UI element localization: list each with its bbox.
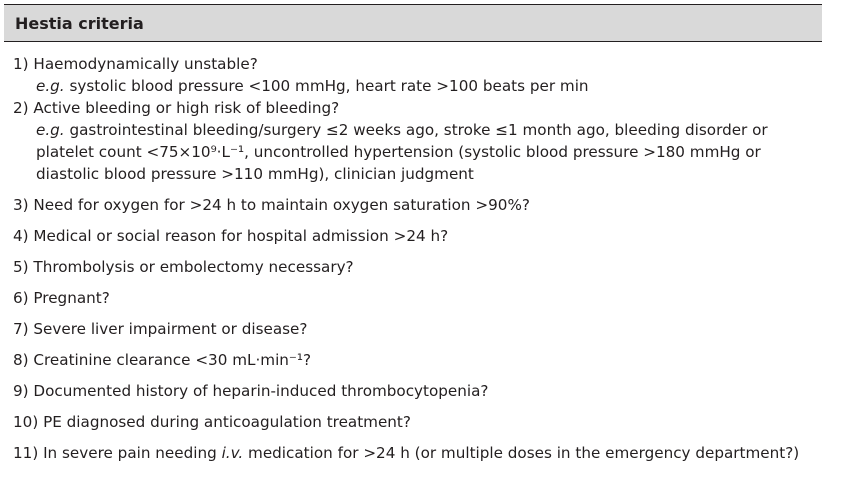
table-title: Hestia criteria: [15, 13, 144, 33]
criterion-6: 6) Pregnant?: [13, 289, 110, 307]
criterion-example: [13, 119, 822, 185]
criterion-1: [4, 53, 822, 97]
criterion-7: 7) Severe liver impairment or disease?: [13, 320, 308, 338]
criteria-list: [4, 42, 822, 464]
criterion-question: 2) Active bleeding or high risk of bleeding?: [13, 99, 340, 117]
criterion-4: 4) Medical or social reason for hospital admission >24 h?: [13, 227, 449, 245]
example-text: systolic blood pressure <100 mmHg, heart rate >100 beats per min: [69, 77, 589, 95]
criterion-8: 8) Creatinine clearance <30 mL·min⁻¹?: [13, 351, 312, 369]
criterion-text-italic: i.v.: [221, 444, 244, 462]
example-text: gastrointestinal bleeding/surgery ≤2 weeks ago, stroke ≤1 month ago, bleeding disorder or: [69, 121, 768, 139]
example-line: [36, 119, 822, 141]
criterion-2: [4, 97, 822, 185]
criterion-question: 1) Haemodynamically unstable?: [13, 55, 258, 73]
example-lead: e.g.: [36, 121, 65, 139]
criterion-11: [4, 442, 822, 464]
hestia-criteria-table: [4, 4, 822, 464]
criterion-9: 9) Documented history of heparin-induced thrombocytopenia?: [13, 382, 489, 400]
criterion-text-before: 11) In severe pain needing: [13, 444, 222, 462]
table-header: [4, 5, 822, 41]
example-lead: e.g.: [36, 77, 65, 95]
example-line: platelet count <75×10⁹·L⁻¹, uncontrolled hypertension (systolic blood pressure >180 mmHg or: [36, 143, 761, 161]
criterion-example: [13, 75, 822, 97]
criterion-10: 10) PE diagnosed during anticoagulation treatment?: [13, 413, 411, 431]
criterion-text-after: medication for >24 h (or multiple doses in the emergency department?): [243, 444, 800, 462]
criterion-5: 5) Thrombolysis or embolectomy necessary?: [13, 258, 354, 276]
example-line: diastolic blood pressure >110 mmHg), clinician judgment: [36, 165, 474, 183]
criterion-3: 3) Need for oxygen for >24 h to maintain oxygen saturation >90%?: [13, 196, 530, 214]
